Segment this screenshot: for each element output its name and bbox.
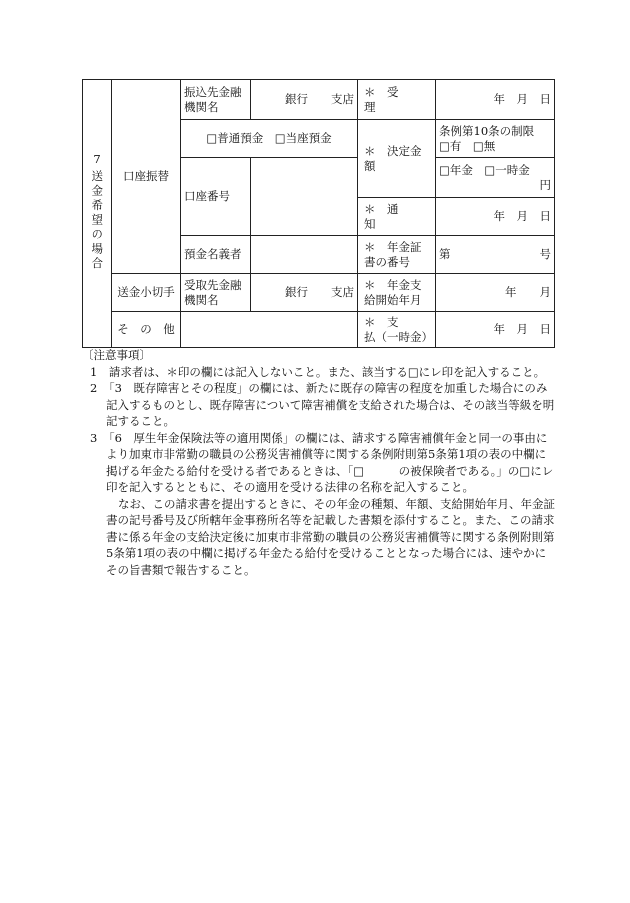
account-transfer-label: 口座振替: [112, 80, 181, 274]
remittance-table: [82, 79, 555, 348]
certificate-number-label: ＊ 年金証書の番号: [358, 236, 436, 274]
notice-value[interactable]: 年 月 日: [436, 198, 555, 236]
certificate-number-cell[interactable]: [436, 236, 555, 274]
certificate-prefix: 第: [439, 247, 451, 262]
section-title: 送金希望の場合: [90, 170, 105, 272]
decision-limit-options[interactable]: □有 □無: [439, 138, 496, 153]
decision-limit-text: 条例第10条の制限: [439, 124, 535, 139]
payment-value[interactable]: 年 月 日: [436, 312, 555, 348]
other-label: そ の 他: [112, 312, 181, 348]
payment-label: ＊ 支 払（一時金）: [358, 312, 436, 348]
deposit-type-options[interactable]: □普通預金 □当座預金: [181, 120, 358, 158]
money-order-bank-label: 受取先金融機関名: [181, 274, 251, 312]
receipt-value[interactable]: 年 月 日: [436, 80, 555, 120]
note-item-1: 1 請求者は、＊印の欄には記入しないこと。また、該当する□にレ印を記入すること。: [90, 364, 546, 379]
money-order-label: 送金小切手: [112, 274, 181, 312]
note-paragraph: なお、この請求書を提出するときに、その年金の種類、年額、支給開始年月、年金証書の記号番号及び所轄年金事務所名等を記載した書類を添付すること。また、この請求書に係る年金の支給決定後に加東市非常勤の職員の公務災害補償等に関する条例附則第5条第1項の表の中欄に掲げる年金たる給付を受けることとなった場合には、速やかにその旨書類で報告すること。: [106, 496, 555, 577]
account-number-value[interactable]: [251, 158, 358, 236]
notes-heading: 〔注意事項〕: [82, 348, 151, 362]
transfer-bank-value[interactable]: 銀行 支店: [251, 80, 358, 120]
holder-label: 預金名義者: [181, 236, 251, 274]
notes-section: [82, 347, 556, 578]
decision-type-cell: [436, 158, 555, 198]
pension-start-label: ＊ 年金支給開始年月: [358, 274, 436, 312]
certificate-suffix: 号: [539, 247, 551, 262]
decision-amount-label: ＊ 決定金額: [358, 120, 436, 198]
other-value[interactable]: [181, 312, 358, 348]
notice-label: ＊ 通 知: [358, 198, 436, 236]
decision-limit-cell: [436, 120, 555, 158]
section-7-cell: [83, 80, 112, 348]
decision-type-options[interactable]: □年金 □一時金: [439, 163, 530, 178]
receipt-label: ＊ 受 理: [358, 80, 436, 120]
note-item-3: 3 「6 厚生年金保険法等の適用関係」の欄には、請求する障害補償年金と同一の事由により加東市非常勤の職員の公務災害補償等に関する条例附則第5条第1項の表の中欄に掲げる年金たる給付を受ける者であるときは、「□ の被保険者である。」の□にレ印を記入するとともに、その適用を受ける法律の名称を記入すること。: [90, 430, 554, 494]
note-item-2: 2 「3 既存障害とその程度」の欄には、新たに既存の障害の程度を加重した場合にのみ記入するものとし、既存障害について障害補償を支給された場合は、その該当等級を明記すること。: [90, 381, 555, 428]
decision-yen-unit: 円: [539, 177, 551, 192]
money-order-bank-value[interactable]: 銀行 支店: [251, 274, 358, 312]
account-number-label: 口座番号: [181, 158, 251, 236]
pension-start-value[interactable]: 年 月: [436, 274, 555, 312]
transfer-bank-label: 振込先金融機関名: [181, 80, 251, 120]
section-number: 7: [93, 151, 101, 166]
holder-value[interactable]: [251, 236, 358, 274]
